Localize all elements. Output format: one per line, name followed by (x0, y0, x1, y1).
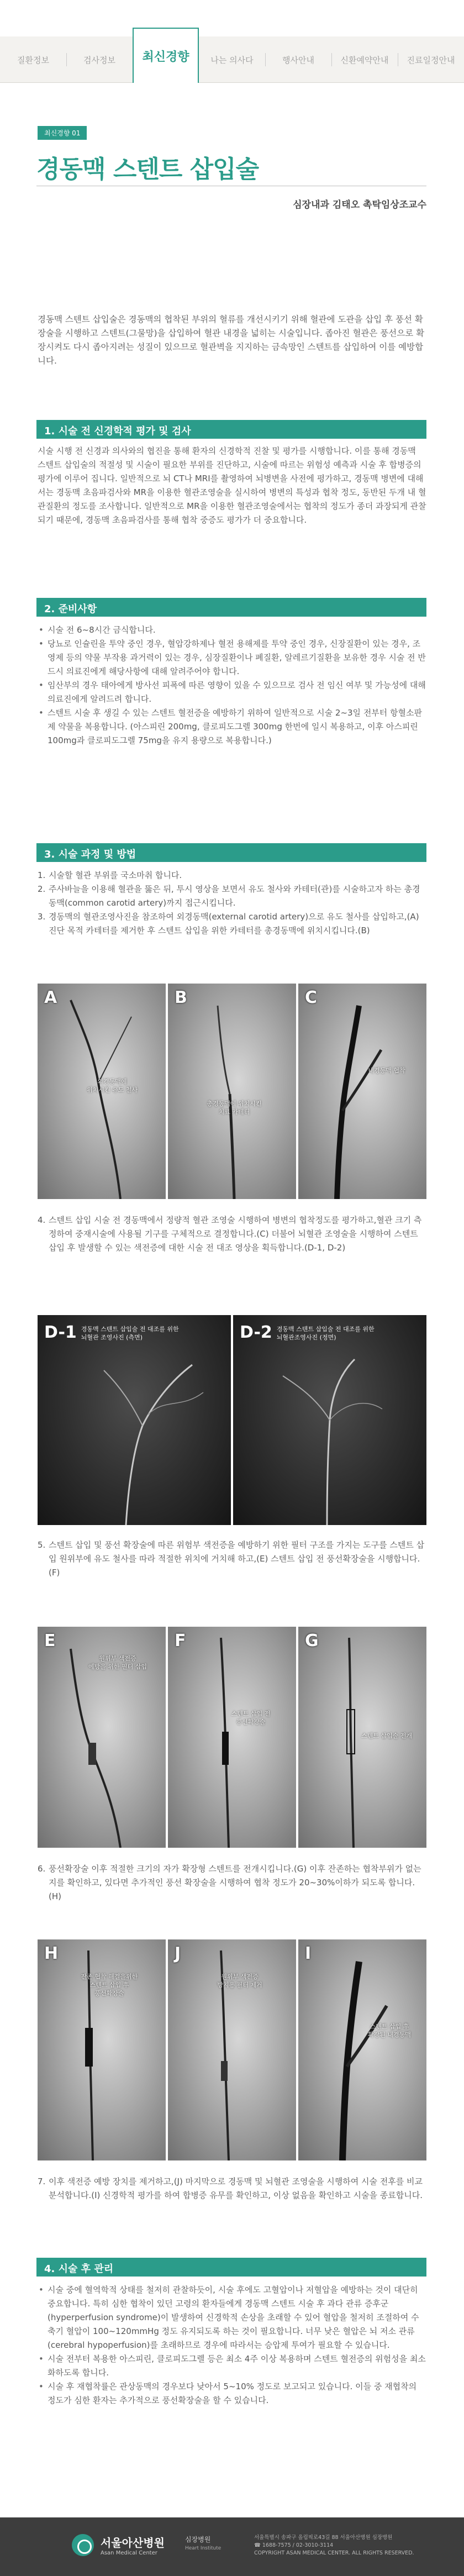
angiogram-image (168, 1627, 296, 1848)
footer (0, 2517, 464, 2576)
procedure-step (38, 1538, 426, 1580)
procedure-step-7 (38, 2175, 426, 2202)
panel-caption: 외경동맥에 위치시킨 유도 철사 (86, 1078, 138, 1094)
step-text: 풍선확장술 이후 적절한 크기의 자가 확장형 스텐트를 전개시킵니다.(G) 이후 잔존하는 협착부위가 없는지를 확인하고, 있다면 추가적인 풍선 확장술을 시행하여 협착 정도가 20~30%이하가 되도록 합니다.(H) (49, 1864, 421, 1901)
aftercare-item: • 시술 후 재협착률은 관상동맥의 경우보다 낮아서 5~10% 정도로 보고되고 있습니다. 이들 중 재협착의 정도가 심한 환자는 추가적으로 풍선확장술을 할 수 있습니다. (38, 2380, 426, 2407)
prep-item: • 당뇨로 인슐린을 투약 중인 경우, 혈압강하제나 혈전 용해제를 투약 중인 경우, 신장질환이 있는 경우, 조영제 등의 약물 부작용 과거력이 있는 경우, 심장질환이나 폐질환, 알레르기질환을 보유한 경우 시술 전 반드시 의료진에게 해당사항에 대해 알려주어야 합니다. (38, 637, 426, 679)
author-line: 심장내과 김태오 촉탁임상조교수 (293, 199, 426, 211)
procedure-step-5 (38, 1538, 426, 1580)
prep-item: • 스텐트 시술 후 생길 수 있는 스텐트 혈전증을 예방하기 위하여 일반적으로 시술 2~3일 전부터 항혈소판제 약물을 복용합니다. (아스피린 200mg, 클로피도그렐 300mg 한번에 일시 복용하고, 이후 아스피린 100mg과 클로피도그렐 75mg을 유지 용량으로 복용합니다.) (38, 706, 426, 748)
institute-name-en: Heart Institute (185, 2546, 222, 2551)
step-number: 4. (38, 1215, 46, 1225)
panel-letter: D-2 (240, 1323, 272, 1342)
panel-caption: 잔존 협착 해결을위한 스텐트 삽입 후 풍선확장술 (81, 1973, 138, 1997)
figure-row-efg (38, 1627, 426, 1848)
angiogram-image (168, 984, 296, 1199)
panel-letter: D-1 (44, 1323, 77, 1342)
step-number: 5. (38, 1540, 46, 1550)
panel-letter: F (175, 1631, 186, 1650)
tab-new-patient[interactable]: 신환예약안내 (340, 55, 389, 65)
step-text: 경동맥의 혈관조영사진을 참조하여 외경동맥(external carotid artery)으로 유도 철사를 삽입하고,(A) 진단 목적 카테터를 제거한 후 스텐트 삽입을 위한 카테터를 총경동맥에 위치시킵니다.(B) (49, 912, 419, 935)
hospital-logo[interactable] (72, 2534, 165, 2556)
tab-exam-info[interactable]: 검사정보 (83, 55, 115, 65)
tab-latest-trends[interactable]: 최신경향 (133, 28, 199, 83)
step-text: 주사바늘을 이용해 혈관을 뚫은 뒤, 투시 영상을 보면서 유도 철사와 카테터(관)를 시술하고자 하는 총경동맥(common carotid artery)까지 접근시킵니다. (49, 884, 420, 908)
panel-letter: B (175, 988, 187, 1007)
panel-label (240, 1323, 375, 1342)
step-text: 시술할 혈관 부위를 국소마취 합니다. (49, 870, 182, 880)
panel-caption: 원위부 색전증 방지용 필터 제거 (217, 1973, 262, 1989)
panel-caption: 원위부 색전증 예방을 위한 필터 삽입 (88, 1655, 147, 1670)
step-number: 3. (38, 912, 46, 922)
panel-caption: 내경동맥 협착 (368, 1067, 405, 1074)
tab-events[interactable]: 행사안내 (282, 55, 314, 65)
hospital-logo-icon (72, 2534, 94, 2556)
procedure-step (38, 1213, 426, 1255)
aftercare-item: • 시술 중에 혈역학적 상태를 철저히 관찰하듯이, 시술 후에도 고혈압이나 저혈압을 예방하는 것이 대단히 중요합니다. 특히 심한 협착이 있던 고령의 환자들에게 경동맥 스텐트 시술 후 과다 관류 증후군(hyperperfusion syndrome)이 발생하여 신경학적 손상을 초래할 수 있어 혈압을 철저히 조절하여 수축기 혈압이 100~120mmHg 정도 유지되도록 하는 것이 필요합니다. 너무 낮은 혈압은 뇌 저소 관류(cerebral hypoperfusion)를 초래하므로 경우에 따라서는 승압제 투여가 필요할 수 있습니다. (38, 2283, 426, 2352)
procedure-step (38, 869, 426, 882)
angiogram-image (38, 984, 166, 1199)
figure-row-hji (38, 1939, 426, 2160)
panel-caption: 총경동맥에 위치시킨 치료 카테터 (207, 1100, 262, 1116)
panel-caption: 경동맥 스텐트 삽입술 전 대조를 위한 뇌혈관 조영사진 (측면) (81, 1326, 179, 1341)
angiogram-image (38, 1939, 166, 2160)
panel-label (44, 1323, 179, 1342)
angiogram-image (233, 1315, 426, 1525)
procedure-step (38, 910, 426, 938)
section-2-heading: 2. 준비사항 (36, 598, 426, 617)
page-title: 경동맥 스텐트 삽입술 (36, 155, 259, 183)
figure-row-abc (38, 984, 426, 1199)
panel-letter: I (305, 1944, 312, 1963)
tab-i-am-doctor[interactable]: 나는 의사다 (210, 55, 254, 65)
figure-row-d (38, 1315, 426, 1525)
category-badge: 최신경향 01 (38, 126, 87, 140)
top-navigation (0, 0, 464, 83)
angiogram-image (298, 984, 426, 1199)
section-1-body: 시술 시행 전 신경과 의사와의 협진을 통해 환자의 신경학적 진찰 및 평가를 시행합니다. 이를 통해 경동맥 스텐트 삽입술의 적절성 및 시술이 필요한 부위를 진단하고, 시술에 따르는 위험성 예측과 시술 후 합병증의 평가에 이루어 집니다. 일반적으로 뇌 CT나 MRI를 촬영하여 뇌병변을 사전에 평가하고, 경동맥 병변에 대해서는 경동맥 초음파검사와 MR을 이용한 혈관조영술을 실시하여 병변의 특성과 협착 정도, 동반된 두개 내 혈관질환의 정도를 조사합니다. 일반적으로 MR을 이용한 혈관조영술에서는 협착의 정도가 종더 과장되게 관찰되기 때문에, 경동맥 초음파검사를 통해 협착 중증도 평가가 더 중요합니다. (38, 446, 426, 525)
hospital-name: 서울아산병원 (101, 2536, 165, 2549)
panel-letter: C (305, 988, 318, 1007)
angiogram-image (38, 1627, 166, 1848)
step-text: 스텐트 삽입 및 풍선 확장술에 따른 위험부 색전증을 예방하기 위한 필터 구조를 가지는 도구를 스텐트 삽입 원위부에 유도 철사를 따라 적절한 위치에 거치해 하고,(E) 스텐트 삽입 전 풍선확장술을 시행합니다.(F) (49, 1540, 425, 1578)
section-3-heading: 3. 시술 과정 및 방법 (36, 843, 426, 862)
procedure-step (38, 2175, 426, 2202)
panel-letter: H (44, 1944, 59, 1963)
footer-address: 서울특별시 송파구 올림픽로43길 88 서울아산병원 심장병원 ☎ 1688-7575 / 02-3010-3114 COPYRIGHT ASAN MEDICAL CENTER. ALL RIGHTS RESERVED. (254, 2535, 414, 2556)
institute-name: 심장병원 (185, 2536, 211, 2543)
tab-disease-info[interactable]: 질환정보 (17, 55, 49, 65)
step-number: 6. (38, 1864, 46, 1874)
angiogram-image (298, 1939, 426, 2160)
panel-letter: E (44, 1631, 56, 1650)
angiogram-image (38, 1315, 231, 1525)
section-1-heading: 1. 시술 전 신경학적 평가 및 검사 (36, 420, 426, 439)
step-text: 스텐트 삽입 시술 전 경동맥에서 정량적 혈관 조영술 시행하여 병변의 협착정도를 평가하고,혈관 크기 측정하여 중재시술에 사용될 기구를 구체적으로 결정합니다.(C) 더불어 뇌혈관 조영술을 시행하여 스텐트 삽입 후 발생할 수 있는 색전증에 대한 시술 전 대조 영상을 획득합니다.(D-1, D-2) (49, 1215, 422, 1253)
step-number: 7. (38, 2177, 46, 2186)
procedure-step (38, 1862, 426, 1904)
procedure-step-4 (38, 1213, 426, 1255)
procedure-step (38, 882, 426, 910)
prep-item: • 시술 전 6~8시간 금식합니다. (38, 623, 426, 637)
panel-letter: A (44, 988, 57, 1007)
procedure-steps-1-3 (38, 869, 426, 938)
tab-schedule[interactable]: 진료일정안내 (407, 55, 455, 65)
panel-caption: 스텐트 삽입 전 풍선확장술 (231, 1710, 271, 1726)
panel-caption: 스텐트 삽입술 전개 (361, 1732, 412, 1739)
panel-caption: 경동맥 스텐트 삽입술 전 대조를 위한 뇌혈관조영사진 (정면) (276, 1326, 375, 1341)
panel-letter: J (175, 1944, 181, 1963)
section-4-heading: 4. 시술 후 관리 (36, 2258, 426, 2277)
intro-paragraph: 경동맥 스텐트 삽입술은 경동맥의 협착된 부위의 혈류를 개선시키기 위해 혈관에 도관을 삽입 후 풍선 확장술을 시행하고 스텐트(그물망)을 삽입하여 혈관 내경을 넓히는 시술입니다. 좁아진 혈관은 풍선으로 확장시켜도 다시 좁아지려는 성질이 있으므로 혈관벽을 지지하는 금속망인 스텐트를 삽입하여 이를 예방합니다. (38, 314, 425, 366)
heart-institute-label (185, 2535, 221, 2553)
step-number: 1. (38, 870, 46, 880)
prep-item: • 임산부의 경우 태아에게 방사선 피폭에 따른 영향이 있을 수 있으므로 검사 전 임신 여부 및 가능성에 대해 의료진에게 알려드려 합니다. (38, 679, 426, 706)
hospital-name-en: Asan Medical Center (101, 2550, 157, 2556)
panel-caption: 스텐트 삽입 후 확장된 내경동맥 (368, 2023, 411, 2038)
angiogram-image (298, 1627, 426, 1848)
aftercare-item: • 시술 전부터 복용한 아스피린, 클로피도그렐 등은 최소 4주 이상 복용하며 스텐트 혈전증의 위험성을 최소화하도록 합니다. (38, 2352, 426, 2380)
angiogram-image (168, 1939, 296, 2160)
panel-letter: G (305, 1631, 319, 1650)
step-text: 이후 색전증 예방 장치를 제거하고,(J) 마지막으로 경동맥 및 뇌혈관 조영술을 시행하여 시술 전후를 비교 분석합니다.(I) 신경학적 평가를 하여 합병증 유무를 확인하고, 이상 없음을 확인하고 시술을 종료합니다. (49, 2177, 423, 2200)
aftercare-list (38, 2283, 426, 2407)
step-number: 2. (38, 884, 46, 894)
procedure-step-6 (38, 1862, 426, 1904)
prep-list (38, 623, 426, 748)
